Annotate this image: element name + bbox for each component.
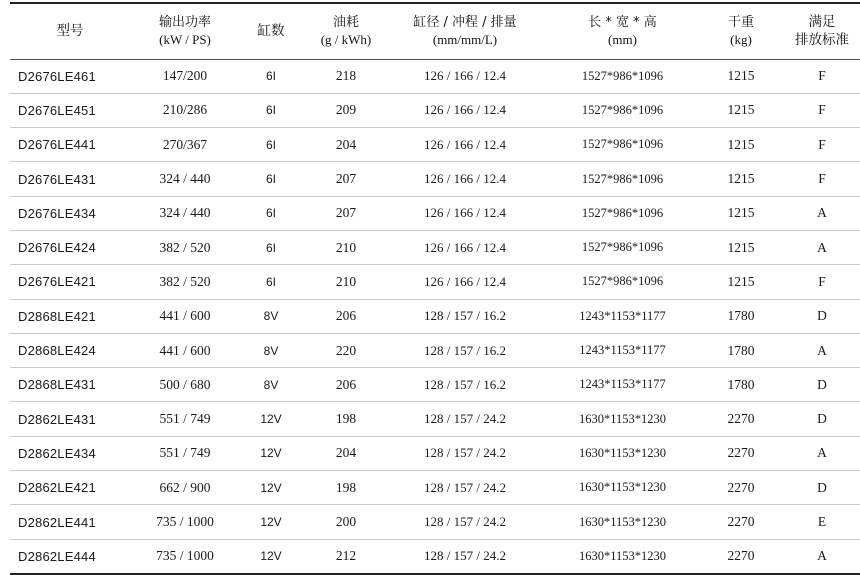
- cell-cylinders: 6I: [240, 230, 302, 264]
- cell-emission-standard: A: [777, 539, 860, 574]
- cell-dimensions: 1630*1153*1230: [540, 471, 705, 505]
- cell-fuel-consumption: 210: [302, 230, 390, 264]
- cell-dimensions: 1527*986*1096: [540, 196, 705, 230]
- cell-dimensions: 1527*986*1096: [540, 230, 705, 264]
- cell-emission-standard: D: [777, 368, 860, 402]
- engine-spec-table: [10, 2, 860, 575]
- cell-dry-weight: 1780: [705, 333, 777, 367]
- cell-model: D2862LE444: [10, 539, 130, 574]
- cell-dry-weight: 1215: [705, 59, 777, 93]
- cell-power: 382 / 520: [130, 265, 240, 299]
- cell-dimensions: 1527*986*1096: [540, 59, 705, 93]
- cell-emission-standard: E: [777, 505, 860, 539]
- cell-fuel-consumption: 198: [302, 471, 390, 505]
- cell-model: D2676LE441: [10, 128, 130, 162]
- cell-bore-stroke-displacement: 128 / 157 / 24.2: [390, 436, 540, 470]
- table-row: [10, 162, 860, 196]
- cell-dry-weight: 2270: [705, 539, 777, 574]
- cell-cylinders: 8V: [240, 333, 302, 367]
- cell-fuel-consumption: 209: [302, 93, 390, 127]
- table-row: [10, 402, 860, 436]
- cell-fuel-consumption: 206: [302, 368, 390, 402]
- column-header-dry-weight: [705, 3, 777, 59]
- cell-cylinders: 6I: [240, 59, 302, 93]
- cell-power: 551 / 749: [130, 436, 240, 470]
- cell-emission-standard: A: [777, 196, 860, 230]
- cell-fuel-consumption: 200: [302, 505, 390, 539]
- cell-model: D2862LE431: [10, 402, 130, 436]
- cell-bore-stroke-displacement: 128 / 157 / 16.2: [390, 299, 540, 333]
- cell-model: D2676LE451: [10, 93, 130, 127]
- column-header-power-line2: (kW / PS): [159, 32, 211, 48]
- table-row: [10, 196, 860, 230]
- cell-emission-standard: D: [777, 402, 860, 436]
- cell-model: D2868LE421: [10, 299, 130, 333]
- cell-model: D2862LE434: [10, 436, 130, 470]
- column-header-weight-line2: (kg): [730, 32, 752, 48]
- table-row: [10, 93, 860, 127]
- cell-emission-standard: A: [777, 333, 860, 367]
- cell-bore-stroke-displacement: 126 / 166 / 12.4: [390, 196, 540, 230]
- cell-emission-standard: D: [777, 471, 860, 505]
- table-row: [10, 59, 860, 93]
- cell-dimensions: 1630*1153*1230: [540, 539, 705, 574]
- cell-model: D2676LE424: [10, 230, 130, 264]
- spec-table-container: [0, 2, 860, 564]
- cell-model: D2676LE461: [10, 59, 130, 93]
- cell-power: 441 / 600: [130, 333, 240, 367]
- cell-dry-weight: 2270: [705, 436, 777, 470]
- cell-bore-stroke-displacement: 126 / 166 / 12.4: [390, 230, 540, 264]
- cell-bore-stroke-displacement: 126 / 166 / 12.4: [390, 162, 540, 196]
- column-header-weight-line1: 干重: [727, 14, 754, 30]
- cell-dry-weight: 2270: [705, 402, 777, 436]
- column-header-cylinders-line1: 缸数: [257, 23, 285, 40]
- cell-dry-weight: 1215: [705, 265, 777, 299]
- cell-dry-weight: 1780: [705, 299, 777, 333]
- cell-emission-standard: A: [777, 230, 860, 264]
- cell-power: 324 / 440: [130, 196, 240, 230]
- cell-cylinders: 12V: [240, 436, 302, 470]
- cell-bore-stroke-displacement: 126 / 166 / 12.4: [390, 128, 540, 162]
- cell-model: D2676LE434: [10, 196, 130, 230]
- column-header-bore-line1: 缸径 / 冲程 / 排量: [413, 14, 517, 30]
- table-row: [10, 471, 860, 505]
- cell-power: 324 / 440: [130, 162, 240, 196]
- cell-dimensions: 1243*1153*1177: [540, 368, 705, 402]
- column-header-dimensions-line2: (mm): [608, 32, 637, 48]
- table-row: [10, 539, 860, 574]
- column-header-fuel-consumption: [302, 3, 390, 59]
- table-row: [10, 505, 860, 539]
- cell-emission-standard: F: [777, 59, 860, 93]
- column-header-model-line1: 型号: [56, 23, 84, 40]
- cell-fuel-consumption: 204: [302, 128, 390, 162]
- column-header-model: [10, 3, 130, 59]
- cell-cylinders: 8V: [240, 299, 302, 333]
- cell-power: 210/286: [130, 93, 240, 127]
- cell-power: 382 / 520: [130, 230, 240, 264]
- cell-model: D2862LE441: [10, 505, 130, 539]
- cell-cylinders: 6I: [240, 128, 302, 162]
- column-header-dimensions-line1: 长 * 宽 * 高: [588, 14, 657, 30]
- cell-emission-standard: F: [777, 93, 860, 127]
- cell-emission-standard: F: [777, 162, 860, 196]
- column-header-emission-standard: [777, 3, 860, 59]
- table-row: [10, 436, 860, 470]
- cell-model: D2868LE431: [10, 368, 130, 402]
- cell-model: D2676LE431: [10, 162, 130, 196]
- cell-bore-stroke-displacement: 128 / 157 / 24.2: [390, 505, 540, 539]
- cell-dimensions: 1527*986*1096: [540, 93, 705, 127]
- column-header-power: [130, 3, 240, 59]
- table-row: [10, 265, 860, 299]
- cell-dry-weight: 1215: [705, 162, 777, 196]
- cell-power: 735 / 1000: [130, 539, 240, 574]
- cell-fuel-consumption: 206: [302, 299, 390, 333]
- cell-bore-stroke-displacement: 128 / 157 / 16.2: [390, 368, 540, 402]
- column-header-bore-stroke-displacement: [390, 3, 540, 59]
- cell-cylinders: 12V: [240, 505, 302, 539]
- column-header-cylinders: [240, 3, 302, 59]
- cell-dry-weight: 1780: [705, 368, 777, 402]
- cell-fuel-consumption: 218: [302, 59, 390, 93]
- cell-fuel-consumption: 198: [302, 402, 390, 436]
- cell-cylinders: 6I: [240, 265, 302, 299]
- table-row: [10, 230, 860, 264]
- cell-dimensions: 1243*1153*1177: [540, 299, 705, 333]
- cell-dry-weight: 1215: [705, 128, 777, 162]
- cell-cylinders: 12V: [240, 471, 302, 505]
- cell-cylinders: 6I: [240, 162, 302, 196]
- cell-model: D2868LE424: [10, 333, 130, 367]
- cell-emission-standard: D: [777, 299, 860, 333]
- column-header-emission-line2: 排放标准: [795, 32, 849, 49]
- table-header: [10, 3, 860, 59]
- cell-cylinders: 6I: [240, 196, 302, 230]
- cell-cylinders: 8V: [240, 368, 302, 402]
- table-row: [10, 368, 860, 402]
- cell-power: 662 / 900: [130, 471, 240, 505]
- table-row: [10, 128, 860, 162]
- cell-bore-stroke-displacement: 128 / 157 / 24.2: [390, 471, 540, 505]
- cell-dimensions: 1630*1153*1230: [540, 402, 705, 436]
- cell-cylinders: 6I: [240, 93, 302, 127]
- cell-emission-standard: F: [777, 265, 860, 299]
- column-header-emission-line1: 满足: [808, 14, 836, 31]
- table-row: [10, 333, 860, 367]
- column-header-fuel-line2: (g / kWh): [320, 32, 372, 48]
- cell-power: 147/200: [130, 59, 240, 93]
- cell-bore-stroke-displacement: 126 / 166 / 12.4: [390, 93, 540, 127]
- cell-cylinders: 12V: [240, 539, 302, 574]
- cell-dimensions: 1527*986*1096: [540, 162, 705, 196]
- cell-power: 551 / 749: [130, 402, 240, 436]
- table-body: [10, 59, 860, 574]
- column-header-power-line1: 输出功率: [158, 14, 211, 30]
- cell-dimensions: 1527*986*1096: [540, 265, 705, 299]
- cell-bore-stroke-displacement: 128 / 157 / 24.2: [390, 539, 540, 574]
- cell-dry-weight: 2270: [705, 471, 777, 505]
- cell-bore-stroke-displacement: 126 / 166 / 12.4: [390, 265, 540, 299]
- cell-emission-standard: A: [777, 436, 860, 470]
- cell-model: D2862LE421: [10, 471, 130, 505]
- cell-model: D2676LE421: [10, 265, 130, 299]
- cell-power: 270/367: [130, 128, 240, 162]
- cell-fuel-consumption: 207: [302, 162, 390, 196]
- cell-bore-stroke-displacement: 128 / 157 / 16.2: [390, 333, 540, 367]
- table-header-row: [10, 3, 860, 59]
- cell-dry-weight: 1215: [705, 93, 777, 127]
- cell-fuel-consumption: 212: [302, 539, 390, 574]
- cell-fuel-consumption: 210: [302, 265, 390, 299]
- table-row: [10, 299, 860, 333]
- cell-dimensions: 1243*1153*1177: [540, 333, 705, 367]
- cell-dry-weight: 1215: [705, 196, 777, 230]
- cell-dry-weight: 1215: [705, 230, 777, 264]
- cell-dimensions: 1630*1153*1230: [540, 436, 705, 470]
- column-header-bore-line2: (mm/mm/L): [432, 32, 498, 48]
- cell-power: 500 / 680: [130, 368, 240, 402]
- cell-dimensions: 1630*1153*1230: [540, 505, 705, 539]
- cell-bore-stroke-displacement: 128 / 157 / 24.2: [390, 402, 540, 436]
- cell-power: 441 / 600: [130, 299, 240, 333]
- cell-fuel-consumption: 220: [302, 333, 390, 367]
- cell-cylinders: 12V: [240, 402, 302, 436]
- cell-bore-stroke-displacement: 126 / 166 / 12.4: [390, 59, 540, 93]
- cell-power: 735 / 1000: [130, 505, 240, 539]
- column-header-fuel-line1: 油耗: [332, 14, 359, 30]
- column-header-dimensions: [540, 3, 705, 59]
- cell-emission-standard: F: [777, 128, 860, 162]
- cell-dimensions: 1527*986*1096: [540, 128, 705, 162]
- cell-fuel-consumption: 204: [302, 436, 390, 470]
- cell-dry-weight: 2270: [705, 505, 777, 539]
- cell-fuel-consumption: 207: [302, 196, 390, 230]
